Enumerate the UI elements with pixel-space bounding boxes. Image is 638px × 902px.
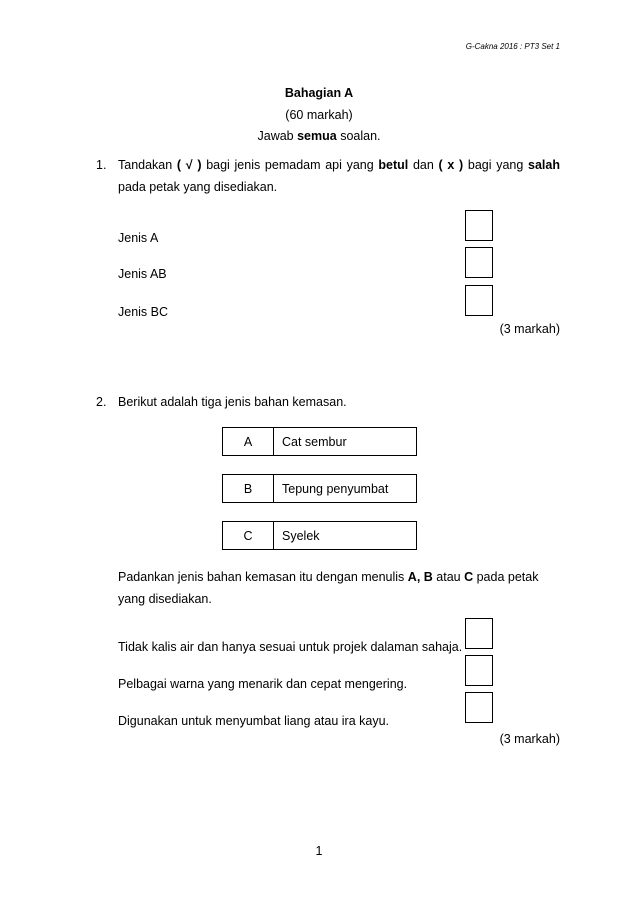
question-1-text: Tandakan ( √ ) bagi jenis pemadam api yang betul dan ( x ) bagi yang salah pada petak yang disediakan. [118, 158, 560, 194]
q2-instruction: Padankan jenis bahan kemasan itu dengan menulis A, B atau C pada petak yang disediakan. [118, 570, 539, 606]
q1-answer-box-3[interactable] [465, 285, 493, 316]
q1-item-jenis-ab: Jenis AB [118, 267, 167, 281]
finish-name: Cat sembur [282, 434, 347, 449]
q2-answer-box-1[interactable] [465, 618, 493, 649]
section-marks: (60 markah) [285, 108, 353, 122]
question-2-number: 2. [96, 395, 107, 409]
q2-statement-3: Digunakan untuk menyumbat liang atau ira kayu. [118, 714, 389, 728]
finish-name: Tepung penyumbat [282, 481, 389, 496]
finish-code: B [223, 475, 274, 502]
section-title: Bahagian A [284, 86, 354, 100]
q2-marks: (3 markah) [499, 732, 560, 746]
q1-answer-box-2[interactable] [465, 247, 493, 278]
q1-item-jenis-a: Jenis A [118, 231, 159, 245]
q2-answer-box-3[interactable] [465, 692, 493, 723]
q1-marks: (3 markah) [499, 322, 560, 336]
page-number: 1 [315, 844, 323, 858]
q2-statement-1: Tidak kalis air dan hanya sesuai untuk projek dalaman sahaja. [118, 640, 463, 654]
finish-code: A [223, 428, 274, 455]
q2-statement-2: Pelbagai warna yang menarik dan cepat mengering. [118, 677, 408, 691]
question-2-intro: Berikut adalah tiga jenis bahan kemasan. [118, 395, 347, 409]
finish-row-a [222, 427, 417, 456]
q1-item-jenis-bc: Jenis BC [118, 305, 169, 319]
question-1-number: 1. [96, 158, 107, 172]
finish-name: Syelek [282, 528, 320, 543]
q1-answer-box-1[interactable] [465, 210, 493, 241]
finish-row-c [222, 521, 417, 550]
document-reference: G-Cakna 2016 : PT3 Set 1 [465, 42, 560, 51]
finish-row-b [222, 474, 417, 503]
finish-code: C [223, 522, 274, 549]
q2-answer-box-2[interactable] [465, 655, 493, 686]
section-instruction: Jawab semua soalan. [257, 129, 381, 143]
